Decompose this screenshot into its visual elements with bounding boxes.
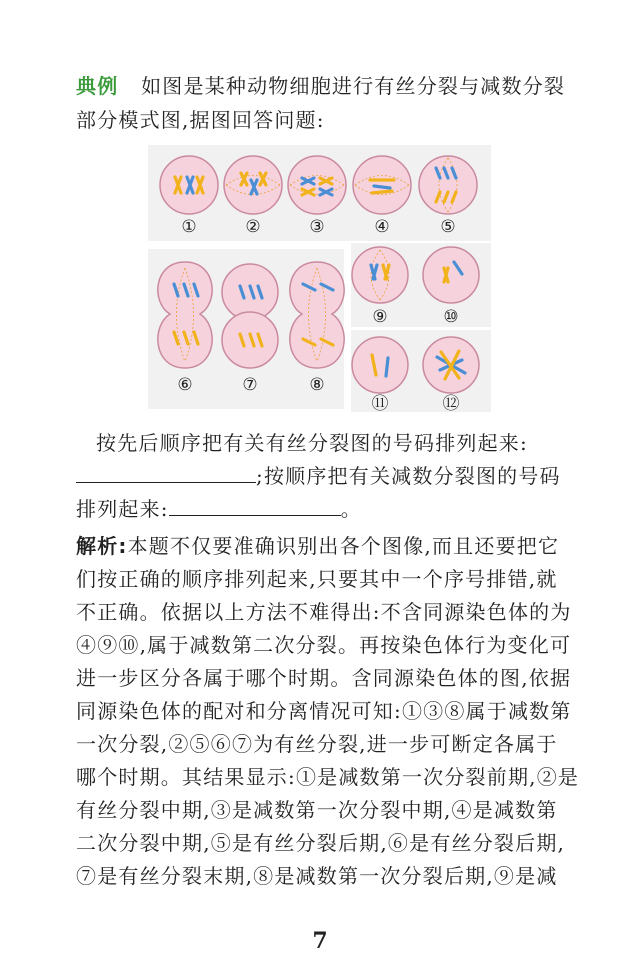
cell-10 (423, 247, 479, 303)
figure-label-3: ③ (309, 217, 325, 237)
analysis-line-7: 一次分裂,②⑤⑥⑦为有丝分裂,进一步可断定各属于 (76, 732, 558, 756)
figure-label-4: ④ (374, 217, 390, 237)
cell-6 (158, 262, 212, 368)
cell-4 (353, 156, 411, 214)
prompt-text-3-end: 。 (340, 497, 362, 521)
analysis-line-9: 有丝分裂中期,③是减数第一次分裂中期,④是减数第 (76, 798, 558, 822)
analysis-line-8: 哪个时期。其结果显示:①是减数第一次分裂前期,②是 (76, 765, 580, 789)
prompt-text-3: 排列起来: (76, 497, 169, 521)
cell-9 (352, 247, 408, 303)
question-line-2: 部分模式图,据图回答问题: (76, 108, 325, 132)
prompt-line-2 (76, 462, 566, 490)
answer-blank-meiosis[interactable] (169, 495, 341, 516)
figure-label-5: ⑤ (440, 217, 456, 237)
prompt-line-3 (76, 495, 566, 523)
figure-label-10: ⑩ (443, 307, 459, 327)
analysis-line-5: 进一步区分各属于哪个时期。含同源染色体的图,依据 (76, 666, 572, 690)
analysis-text-1: 本题不仅要准确识别出各个图像,而且还要把它 (127, 534, 560, 558)
cell-7-bottom (222, 312, 278, 368)
cell-8 (290, 262, 344, 368)
analysis-line-4: ④⑨⑩,属于减数第二次分裂。再按染色体行为变化可 (76, 633, 572, 657)
figure-label-6: ⑥ (177, 375, 193, 395)
cell-3 (288, 156, 346, 214)
analysis-line-1 (76, 532, 566, 560)
figure-label-8: ⑧ (309, 375, 325, 395)
analysis-line-10: 二次分裂中期,⑤是有丝分裂后期,⑥是有丝分裂后期, (76, 831, 566, 855)
analysis-line-11: ⑦是有丝分裂末期,⑧是减数第一次分裂后期,⑨是减 (76, 864, 558, 888)
question-text-1: 如图是某种动物细胞进行有丝分裂与减数分裂 (141, 74, 566, 98)
analysis-line-2: 们按正确的顺序排列起来,只要其中一个序号排错,就 (76, 567, 558, 591)
cell-5 (419, 156, 477, 214)
figure-label-9: ⑨ (372, 307, 388, 327)
cell-11 (352, 337, 408, 393)
page-number: 7 (312, 928, 328, 954)
figure-label-2: ② (245, 217, 261, 237)
figure-label-1: ① (181, 217, 197, 237)
figure-label-7: ⑦ (242, 375, 258, 395)
analysis-tag: 解析: (76, 534, 128, 558)
prompt-line-1: 按先后顺序把有关有丝分裂图的号码排列起来: (96, 431, 528, 455)
analysis-line-3: 不正确。依据以上方法不难得出:不含同源染色体的为 (76, 600, 572, 624)
prompt-text-2: ;按顺序把有关减数分裂图的号码 (256, 464, 561, 488)
figure-label-12: ⑫ (442, 394, 460, 414)
example-tag: 典例 (76, 74, 119, 98)
figure-label-11: ⑪ (371, 394, 389, 414)
analysis-line-6: 同源染色体的配对和分离情况可知:①③⑧属于减数第 (76, 699, 572, 723)
answer-blank-mitosis[interactable] (76, 462, 256, 483)
